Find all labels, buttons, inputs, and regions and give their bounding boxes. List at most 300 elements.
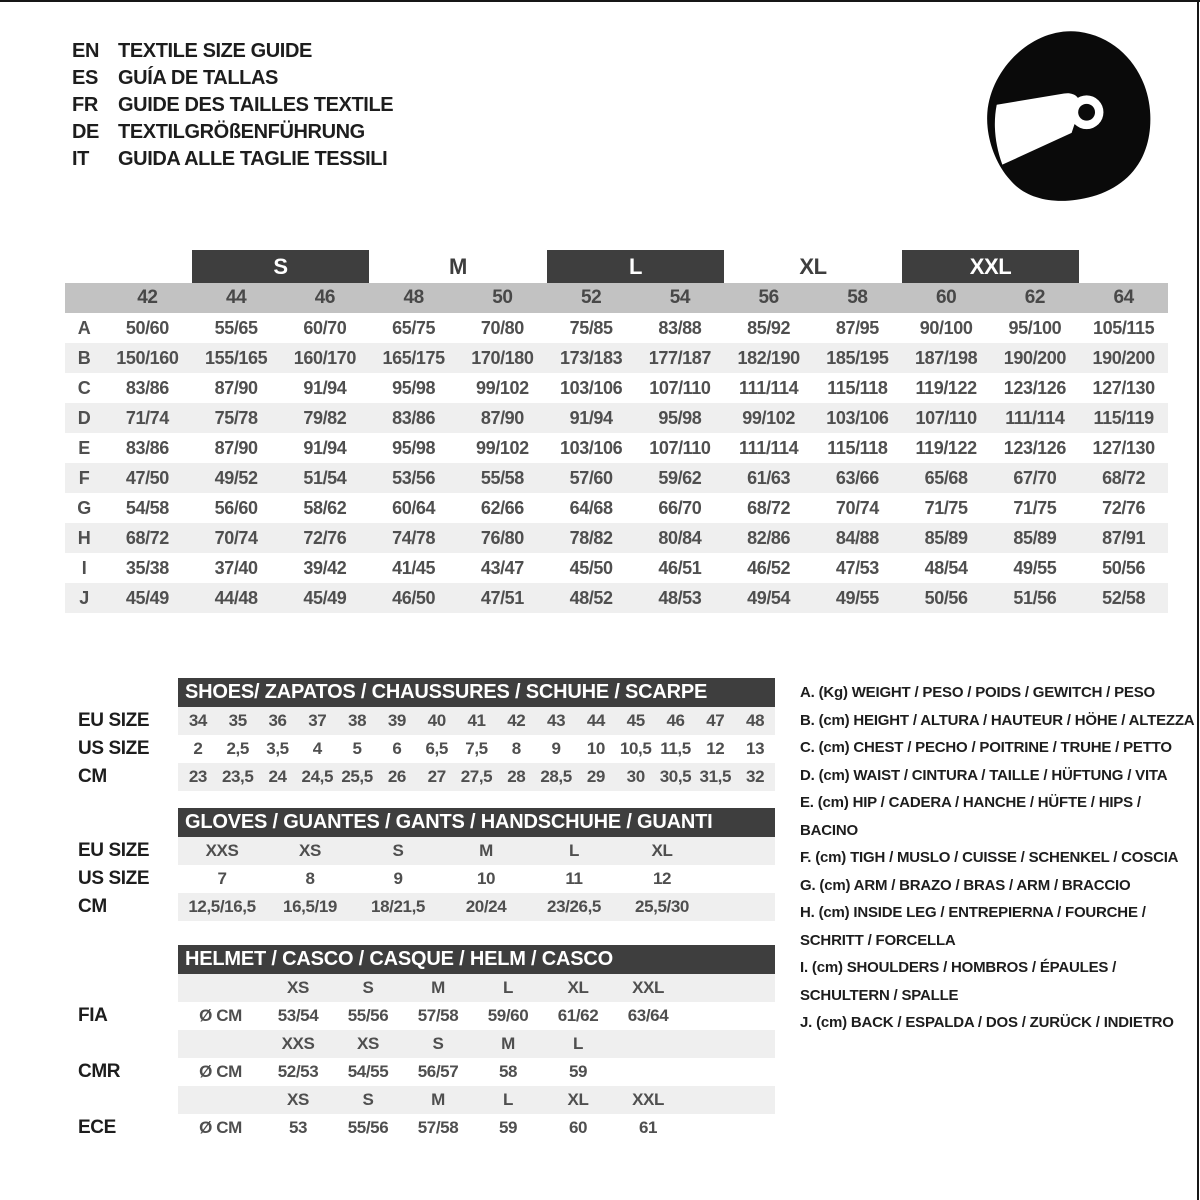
shoes-cell: 8: [511, 739, 521, 758]
size-cell: 70/74: [214, 527, 258, 548]
size-cell: 45/50: [569, 557, 613, 578]
size-cell: 170/180: [471, 347, 534, 368]
right-edge-line: [1197, 0, 1199, 1200]
size-cell: 160/170: [293, 347, 356, 368]
size-cell: 60/64: [392, 497, 436, 518]
size-cell: 79/82: [303, 407, 347, 428]
size-cell: 41/45: [392, 557, 436, 578]
row-letter: A: [77, 317, 91, 338]
size-number-cell: 50: [492, 287, 513, 308]
size-cell: 85/92: [747, 317, 791, 338]
size-cell: 99/102: [476, 377, 529, 398]
legend-item: [800, 762, 1196, 790]
size-cell: 65/68: [924, 467, 968, 488]
legend-item: [800, 789, 1196, 844]
language-row: [72, 92, 393, 119]
size-cell: 99/102: [476, 437, 529, 458]
size-cell: 51/54: [303, 467, 347, 488]
size-cell: 65/75: [392, 317, 436, 338]
size-cell: 85/89: [924, 527, 968, 548]
shoes-cell: 41: [467, 711, 486, 730]
shoes-cells: [178, 763, 775, 791]
size-cell: 68/72: [125, 527, 169, 548]
spacer: [65, 678, 178, 707]
helmet-table-title: HELMET / CASCO / CASQUE / HELM / CASCO: [178, 945, 775, 974]
row-letter: F: [78, 467, 90, 488]
diameter-unit-label: Ø CM: [199, 1062, 242, 1081]
shoes-cell: 34: [188, 711, 207, 730]
shoes-cell: 47: [706, 711, 725, 730]
size-cell: 111/114: [738, 377, 799, 398]
language-row: [72, 38, 393, 65]
size-row-j: [65, 583, 1168, 613]
size-number-cell: 58: [847, 287, 868, 308]
helmet-size-label: XS: [357, 1034, 379, 1053]
gloves-cell: 11: [565, 869, 583, 888]
shoes-cell: 24: [268, 767, 287, 786]
legend-line: SCHULTERN / SPALLE: [800, 986, 959, 1004]
helmet-size-cell: 55/56: [347, 1118, 389, 1137]
helmet-values-row-fia: [65, 1002, 775, 1030]
helmet-size-cell: 61/62: [557, 1006, 599, 1025]
size-row-i: [65, 553, 1168, 583]
helmet-size-cell: 60: [568, 1118, 588, 1137]
size-cell: 119/122: [915, 377, 977, 398]
shoes-cell: 27,5: [460, 767, 493, 786]
size-cell: 59/62: [658, 467, 702, 488]
shoes-cell: 6,5: [425, 739, 448, 758]
gloves-cell: 8: [305, 869, 315, 888]
helmet-value-cells: [178, 1114, 775, 1142]
size-cell: 85/89: [1013, 527, 1057, 548]
size-cell: 115/119: [1093, 407, 1154, 428]
size-number-cell: 46: [314, 287, 336, 308]
size-cell: 49/55: [1013, 557, 1057, 578]
gloves-cells: [178, 837, 775, 865]
shoes-cell: 3,5: [266, 739, 289, 758]
row-letter: B: [77, 347, 91, 368]
legend-item: [800, 1009, 1196, 1037]
size-cell: 54/58: [125, 497, 169, 518]
helmet-size-label: XXL: [632, 1090, 664, 1109]
helmet-size-label: S: [432, 1034, 444, 1053]
size-cell: 115/118: [827, 377, 888, 398]
gloves-cell: 23/26,5: [547, 897, 601, 916]
row-letter: C: [77, 377, 91, 398]
size-cell: 83/88: [658, 317, 702, 338]
legend-line: J. (cm) BACK / ESPALDA / DOS / ZURÜCK / INDIETRO: [800, 1014, 1174, 1031]
size-cell: 182/190: [737, 347, 800, 368]
size-cell: 187/198: [914, 347, 978, 368]
size-cell: 95/98: [392, 437, 436, 458]
size-cell: 83/86: [125, 377, 169, 398]
helmet-standard-label: CMR: [78, 1061, 121, 1082]
helmet-sizes-row-cmr: [65, 1030, 775, 1058]
helmet-size-cell: 57/58: [417, 1006, 459, 1025]
diameter-unit-label: Ø CM: [199, 1118, 242, 1137]
gloves-cells: [178, 865, 775, 893]
size-cell: 48/52: [569, 587, 613, 608]
spacer: [65, 974, 178, 1002]
shoes-row-cm: [65, 763, 775, 791]
size-row-a: [65, 313, 1168, 343]
gloves-cell: S: [392, 841, 404, 860]
row-letter: J: [79, 587, 89, 608]
gloves-cell: 12,5/16,5: [188, 897, 256, 916]
size-cell: 75/85: [569, 317, 613, 338]
gloves-cell: L: [569, 841, 579, 860]
size-cell: 80/84: [658, 527, 702, 548]
helmet-size-label: XXL: [632, 978, 664, 997]
size-row-e: [65, 433, 1168, 463]
size-row-b: [65, 343, 1168, 373]
shoes-cell: 2: [193, 739, 203, 758]
size-cell: 190/200: [1003, 347, 1066, 368]
language-code: FR: [72, 94, 98, 116]
size-cell: 127/130: [1092, 377, 1155, 398]
top-edge-line: [0, 0, 1200, 2]
size-cell: 111/114: [738, 437, 799, 458]
language-title: GUIDA ALLE TAGLIE TESSILI: [118, 148, 388, 170]
size-cell: 47/53: [835, 557, 879, 578]
gloves-row-label: CM: [78, 896, 107, 917]
size-group-row: [65, 250, 1168, 283]
size-cell: 49/54: [747, 587, 791, 608]
helmet-sizes-row-fia: [65, 974, 775, 1002]
shoes-cell: 36: [268, 711, 287, 730]
helmet-size-label: XXS: [281, 1034, 315, 1053]
shoes-cell: 23: [188, 767, 207, 786]
helmet-size-label: M: [501, 1034, 515, 1053]
measurement-legend: [800, 679, 1196, 1037]
size-cell: 119/122: [915, 437, 977, 458]
shoes-cell: 24,5: [301, 767, 334, 786]
shoes-cell: 37: [308, 711, 327, 730]
size-cell: 63/66: [835, 467, 879, 488]
shoes-cell: 40: [427, 711, 446, 730]
size-cell: 64/68: [569, 497, 613, 518]
shoes-row-label: EU SIZE: [78, 710, 150, 731]
size-cell: 55/58: [480, 467, 524, 488]
language-title-list: [72, 38, 393, 173]
size-cell: 95/98: [392, 377, 436, 398]
shoes-cells: [178, 707, 775, 735]
legend-item: [800, 872, 1196, 900]
gloves-cell: M: [479, 841, 493, 860]
shoes-cell: 44: [586, 711, 605, 730]
language-title: GUIDE DES TAILLES TEXTILE: [118, 94, 394, 116]
helmet-size-cell: 53/54: [277, 1006, 319, 1025]
shoes-size-table: [65, 678, 775, 791]
size-cell: 56/60: [214, 497, 258, 518]
size-group-m: M: [449, 253, 467, 279]
legend-item: [800, 899, 1196, 954]
size-cell: 82/86: [747, 527, 791, 548]
language-code: DE: [72, 121, 99, 143]
size-cell: 107/110: [649, 437, 711, 458]
size-cell: 47/51: [480, 587, 524, 608]
size-cell: 49/55: [835, 587, 879, 608]
helmet-size-cell: 63/64: [627, 1006, 669, 1025]
row-letter: I: [81, 557, 87, 578]
size-cell: 115/118: [827, 437, 888, 458]
spacer: [65, 1030, 178, 1058]
legend-item: [800, 844, 1196, 872]
shoes-cell: 30: [626, 767, 645, 786]
size-cell: 50/56: [1102, 557, 1146, 578]
shoes-cell: 31,5: [699, 767, 732, 786]
size-cell: 87/90: [480, 407, 524, 428]
size-group-xl: XL: [799, 253, 827, 279]
size-cell: 75/78: [214, 407, 258, 428]
size-cell: 87/90: [214, 437, 258, 458]
legend-line: A. (Kg) WEIGHT / PESO / POIDS / GEWITCH / PESO: [800, 684, 1155, 701]
gloves-cell: 10: [476, 869, 496, 888]
size-cell: 61/63: [747, 467, 791, 488]
helmet-standard-label: FIA: [78, 1005, 108, 1026]
size-cell: 87/95: [835, 317, 879, 338]
legend-item: [800, 679, 1196, 707]
row-letter: D: [77, 407, 91, 428]
size-cell: 47/50: [125, 467, 169, 488]
size-cell: 37/40: [214, 557, 258, 578]
size-group-l: L: [547, 250, 725, 283]
gloves-row-eu-size: [65, 837, 775, 865]
legend-line: C. (cm) CHEST / PECHO / POITRINE / TRUHE / PETTO: [800, 739, 1172, 756]
shoes-cell: 11,5: [660, 739, 691, 758]
shoes-cell: 43: [547, 711, 566, 730]
size-cell: 155/165: [204, 347, 268, 368]
shoes-cell: 27: [427, 767, 446, 786]
size-cell: 165/175: [382, 347, 445, 368]
gloves-cell: XL: [651, 841, 673, 860]
shoes-row-us-size: [65, 735, 775, 763]
shoes-cell: 6: [392, 739, 402, 758]
size-number-cell: 42: [137, 287, 158, 308]
shoes-cell: 32: [746, 767, 765, 786]
shoes-cell: 23,5: [221, 767, 254, 786]
legend-item: [800, 707, 1196, 735]
size-cell: 39/42: [303, 557, 347, 578]
size-cell: 90/100: [919, 317, 973, 338]
size-cell: 68/72: [747, 497, 791, 518]
size-cell: 66/70: [658, 497, 702, 518]
size-cell: 107/110: [915, 407, 977, 428]
shoes-cell: 26: [387, 767, 406, 786]
legend-line: D. (cm) WAIST / CINTURA / TAILLE / HÜFTUNG / VITA: [800, 766, 1168, 784]
helmet-size-label: XL: [567, 978, 589, 997]
size-cell: 50/60: [125, 317, 169, 338]
shoes-cell: 48: [746, 711, 765, 730]
language-row: [72, 119, 393, 146]
gloves-cell: 9: [393, 869, 403, 888]
shoes-cell: 10: [586, 739, 605, 758]
size-cell: 103/106: [559, 377, 623, 398]
size-cell: 43/47: [480, 557, 524, 578]
helmet-size-cells: [178, 1086, 775, 1114]
helmet-size-cell: 58: [498, 1062, 518, 1081]
size-cell: 74/78: [392, 527, 436, 548]
shoes-cell: 29: [586, 767, 605, 786]
helmet-size-cells: [178, 1030, 775, 1058]
language-code: ES: [72, 67, 98, 89]
size-row-g: [65, 493, 1168, 523]
legend-line: F. (cm) TIGH / MUSLO / CUISSE / SCHENKEL / COSCIA: [800, 849, 1179, 866]
helmet-size-cell: 59: [568, 1062, 588, 1081]
shoes-cell: 45: [626, 711, 645, 730]
helmet-size-cell: 55/56: [347, 1006, 389, 1025]
size-cell: 103/106: [826, 407, 889, 428]
legend-line: G. (cm) ARM / BRAZO / BRAS / ARM / BRACCIO: [800, 876, 1131, 894]
shoes-cell: 7,5: [465, 739, 488, 758]
size-cell: 78/82: [569, 527, 613, 548]
gloves-row-us-size: [65, 865, 775, 893]
legend-item: [800, 954, 1196, 1009]
size-cell: 72/76: [303, 527, 347, 548]
size-cell: 71/75: [924, 497, 968, 518]
size-cell: 111/114: [1005, 407, 1065, 428]
size-cell: 58/62: [303, 497, 347, 518]
size-cell: 68/72: [1102, 467, 1146, 488]
shoes-cell: 13: [746, 739, 765, 758]
gloves-cell: 12: [652, 869, 672, 888]
shoes-cell: 4: [312, 739, 322, 758]
row-letter: H: [77, 527, 91, 548]
size-row-h: [65, 523, 1168, 553]
size-cell: 185/195: [826, 347, 889, 368]
shoes-cell: 10,5: [619, 739, 652, 758]
helmet-value-cells: [178, 1002, 775, 1030]
gloves-cell: XS: [299, 841, 321, 860]
helmet-size-label: L: [503, 978, 513, 997]
helmet-size-label: M: [431, 978, 445, 997]
size-cell: 55/65: [214, 317, 258, 338]
helmet-size-cell: 59/60: [487, 1006, 529, 1025]
helmet-size-cell: 57/58: [417, 1118, 459, 1137]
legend-line: H. (cm) INSIDE LEG / ENTREPIERNA / FOURCHE /: [800, 904, 1146, 921]
gloves-table-title: GLOVES / GUANTES / GANTS / HANDSCHUHE / GUANTI: [178, 808, 775, 837]
size-cell: 48/54: [924, 557, 968, 578]
size-cell: 84/88: [835, 527, 879, 548]
size-cell: 123/126: [1003, 377, 1066, 398]
shoes-cell: 12: [706, 739, 725, 758]
shoes-cell: 5: [352, 739, 362, 758]
gloves-cell: 18/21,5: [371, 897, 425, 916]
size-cell: 177/187: [648, 347, 711, 368]
size-cell: 87/90: [214, 377, 258, 398]
gloves-cell: XXS: [205, 841, 239, 860]
size-cell: 45/49: [125, 587, 169, 608]
spacer: [65, 808, 178, 837]
shoes-cell: 25,5: [341, 767, 373, 786]
helmet-size-cell: 59: [498, 1118, 518, 1137]
diameter-unit-label: Ø CM: [199, 1006, 242, 1025]
size-row-d: [65, 403, 1168, 433]
gloves-row-cm: [65, 893, 775, 921]
shoes-cells: [178, 735, 775, 763]
shoes-cell: 28: [507, 767, 526, 786]
size-number-cell: 64: [1113, 287, 1134, 308]
size-cell: 51/56: [1013, 587, 1057, 608]
helmet-icon: [972, 28, 1160, 204]
size-cell: 127/130: [1092, 437, 1155, 458]
size-cell: 67/70: [1013, 467, 1057, 488]
shoes-cell: 2,5: [226, 739, 249, 758]
size-cell: 107/110: [649, 377, 711, 398]
helmet-size-cell: 56/57: [417, 1062, 459, 1081]
language-code: EN: [72, 40, 99, 62]
shoes-cell: 39: [387, 711, 406, 730]
gloves-row-label: US SIZE: [78, 868, 150, 889]
helmet-values-row-cmr: [65, 1058, 775, 1086]
shoes-table-title: SHOES/ ZAPATOS / CHAUSSURES / SCHUHE / SCARPE: [178, 678, 775, 707]
helmet-sizes-row-ece: [65, 1086, 775, 1114]
size-cell: 72/76: [1102, 497, 1146, 518]
helmet-size-label: S: [362, 978, 374, 997]
shoes-row-label: US SIZE: [78, 738, 150, 759]
language-code: IT: [72, 148, 89, 170]
size-number-cell: 62: [1024, 287, 1046, 308]
size-cell: 57/60: [569, 467, 613, 488]
helmet-size-cell: 54/55: [347, 1062, 389, 1081]
size-cell: 35/38: [125, 557, 169, 578]
size-cell: 50/56: [924, 587, 968, 608]
shoes-cell: 38: [348, 711, 367, 730]
helmet-size-cell: 53: [288, 1118, 308, 1137]
legend-line: E. (cm) HIP / CADERA / HANCHE / HÜFTE / HIPS / BACINO: [800, 794, 1141, 839]
helmet-size-cells: [178, 974, 775, 1002]
size-row-f: [65, 463, 1168, 493]
size-cell: 99/102: [742, 407, 795, 428]
shoes-row-eu-size: [65, 707, 775, 735]
size-cell: 70/80: [480, 317, 524, 338]
helmet-size-label: M: [431, 1090, 445, 1109]
legend-line: B. (cm) HEIGHT / ALTURA / HAUTEUR / HÖHE / ALTEZZA: [800, 711, 1195, 729]
size-cell: 71/75: [1013, 497, 1057, 518]
size-cell: 105/115: [1092, 317, 1155, 338]
helmet-value-cells: [178, 1058, 775, 1086]
size-cell: 53/56: [392, 467, 436, 488]
size-cell: 91/94: [569, 407, 613, 428]
size-group-s: S: [192, 250, 370, 283]
shoes-cell: 28,5: [540, 767, 572, 786]
textile-size-table: [65, 250, 1168, 613]
language-title: GUÍA DE TALLAS: [118, 67, 278, 89]
size-number-cell: 48: [403, 287, 424, 308]
size-cell: 95/100: [1008, 317, 1062, 338]
gloves-cell: 7: [217, 869, 227, 888]
size-cell: 49/52: [214, 467, 258, 488]
helmet-size-label: L: [573, 1034, 583, 1053]
helmet-standard-label: ECE: [78, 1117, 116, 1138]
size-cell: 95/98: [658, 407, 702, 428]
gloves-row-label: EU SIZE: [78, 840, 150, 861]
shoes-cell: 42: [507, 711, 526, 730]
helmet-size-label: XS: [287, 1090, 309, 1109]
shoes-cell: 35: [228, 711, 247, 730]
size-number-cell: 54: [669, 287, 691, 308]
size-number-cell: 52: [580, 287, 602, 308]
size-cell: 44/48: [214, 587, 258, 608]
size-cell: 190/200: [1092, 347, 1155, 368]
shoes-cell: 9: [551, 739, 561, 758]
legend-item: [800, 734, 1196, 762]
gloves-size-table: [65, 808, 775, 921]
row-letter: G: [77, 497, 91, 518]
size-cell: 87/91: [1102, 527, 1146, 548]
helmet-size-label: S: [362, 1090, 374, 1109]
size-cell: 83/86: [125, 437, 169, 458]
